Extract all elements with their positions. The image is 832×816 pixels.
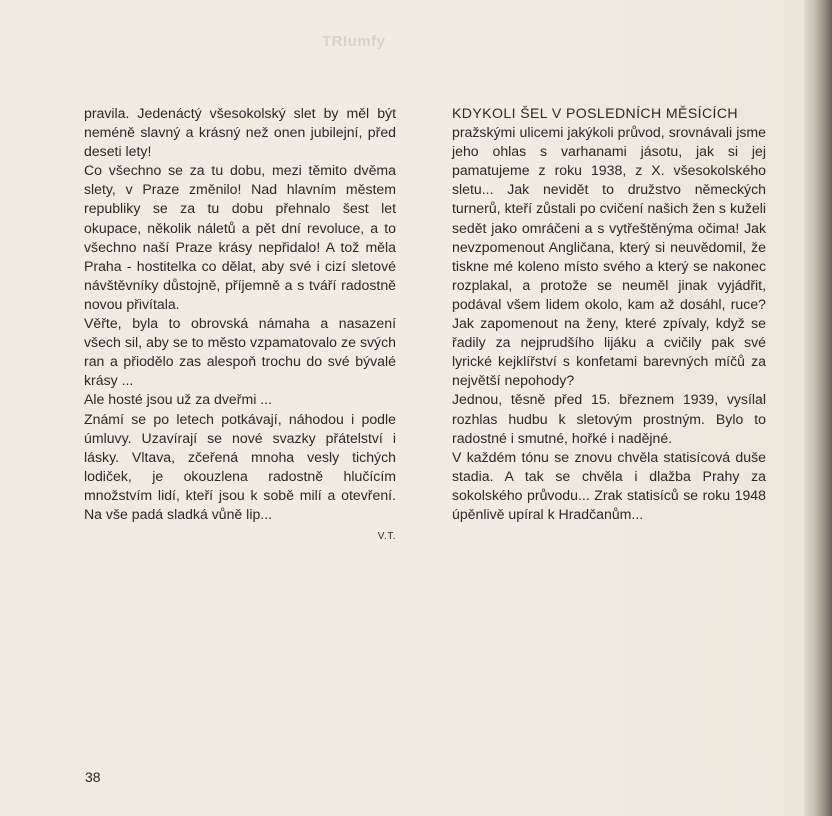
left-paragraph-1: pravila. Jedenáctý všesokolský slet by měl být neméně slavný a krásný než onen jubilejní, před deseti lety! [84, 105, 396, 160]
book-gutter-shadow [804, 0, 832, 816]
show-through-heading: TRIumfy [322, 33, 386, 50]
right-opening-caps: KDYKOLI ŠEL V POSLEDNÍCH MĚSÍCÍCH [452, 105, 739, 121]
right-paragraph-2: Jednou, těsně před 15. březnem 1939, vysílal rozhlas hudbu k sletovým prostným. Bylo to radostné i smutné, hořké i nadějné. [452, 391, 766, 446]
right-paragraph-3: V každém tónu se znovu chvěla statisícová duše stadia. A tak se chvěla i dlažba Prahy za sokolského průvodu... Zrak statisíců se roku 1948 úpěnlivě upíral k Hradčanům... [452, 448, 766, 522]
left-paragraph-5-text: Známí se po letech potkávají, náhodou i podle úmluvy. Uzavírají se nové svazky přátelství i lásky. Vltava, zčeřená mnoha vesly tichých lodiček, je okouzlena radostně hlučícím množstvím lidí, kteří jsou k sobě milí a otevření. Na vše padá sladká vůně lip... [84, 410, 396, 522]
right-column [452, 104, 766, 524]
left-column [84, 104, 396, 546]
author-signature: V.T. [377, 531, 396, 543]
left-paragraph-2: Co všechno se za tu dobu, mezi těmito dvěma slety, v Praze změnilo! Nad hlavním městem republiky se za tu dobu přehnalo šest let okupace, několik náletů a pět dní revoluce, a to všechno naší Praze krásy nepřidalo! A tož měla Praha - hostitelka co dělat, aby své i cizí sletové návštěvníky důstojně, příjemně a s tváří radostně novou přivítala. [84, 162, 396, 312]
left-paragraph-4: Ale hosté jsou už za dveřmi ... [84, 391, 273, 408]
left-paragraph-5 [84, 410, 396, 525]
left-paragraph-3: Věřte, byla to obrovská námaha a nasazení všech sil, aby se to město vzpamatovalo ze svých ran a přiodělo zas alespoň trochu do své bývalé krásy ... [84, 315, 396, 389]
signoff-row [84, 524, 396, 546]
right-paragraph-1: pražskými ulicemi jakýkoli průvod, srovnávali jsme jeho ohlas s varhanami jásotu, jak si jej pamatujeme z roku 1938, z X. všesokolského sletu... Jak nevidět to družstvo německých turnerů, kteří zůstali po cvičení našich žen s kuželi sedět jako omráčeni a s vytřeštěnýma očima! Jak nevzpomenout Angličana, který si neuvědomil, že tiskne mé koleno místo svého a který se nakonec rozplakal, a protože se neuměl jinak vyjádřit, podával všem lidem okolo, kam až dosáhl, ruce? Jak zapomenout na ženy, které zpívaly, když se řadily za nejprudšího lijáku a cvičily pak své lyrické kejklířství s konfetami barevných míčů za největší nepohody? [452, 124, 766, 389]
page-number: 38 [85, 769, 101, 785]
